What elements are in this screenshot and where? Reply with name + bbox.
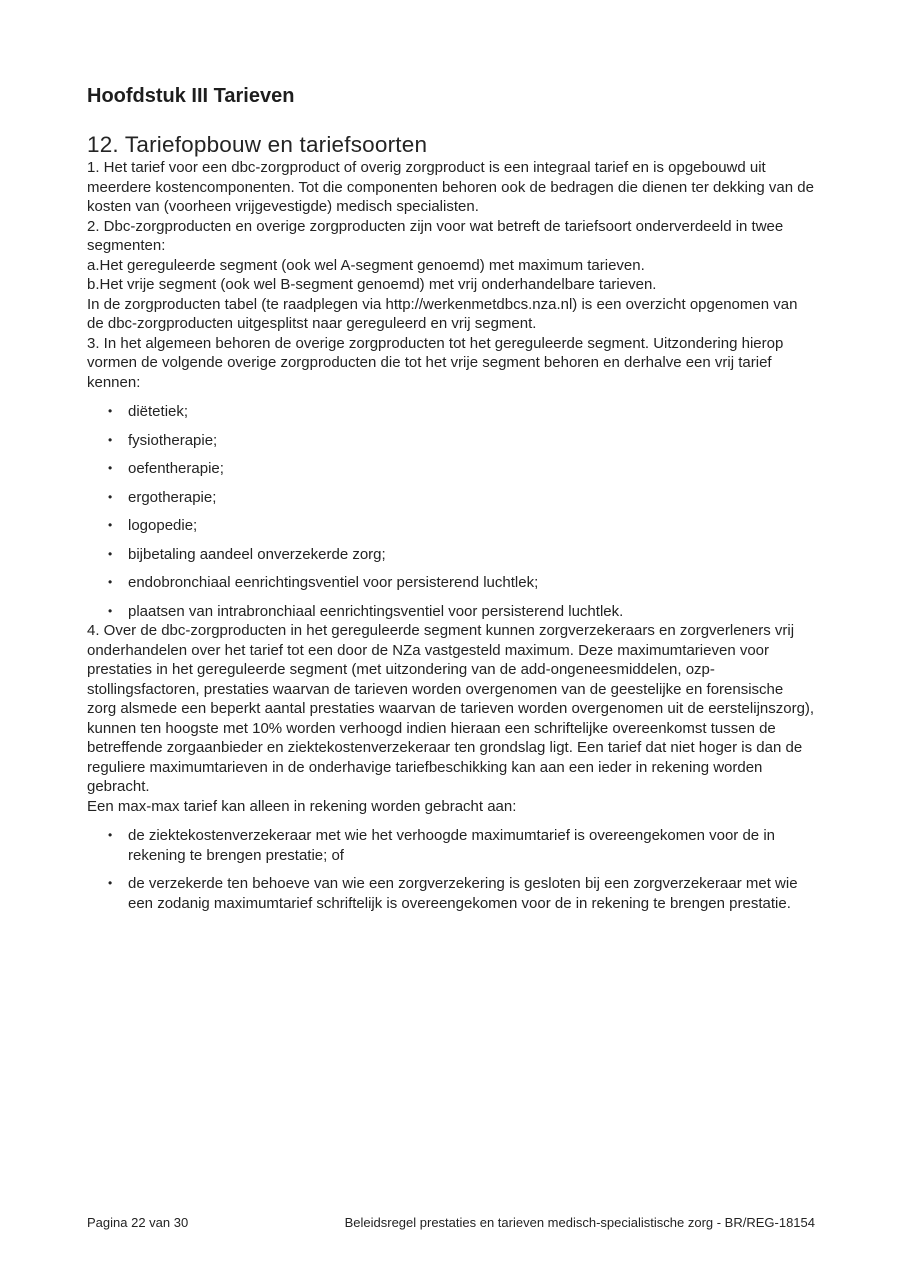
footer-page-number: Pagina 22 van 30	[87, 1215, 189, 1231]
list-item-text: diëtetiek;	[128, 403, 189, 420]
list-item-text: de verzekerde ten behoeve van wie een zorgverzekering is gesloten bij een zorgverzekeraar met wie een zodanig maximumtarief schriftelijk is overeengekomen voor de in rekening te brengen prestatie.	[128, 875, 798, 912]
list-item	[87, 545, 815, 565]
paragraph-3: 3. In het algemeen behoren de overige zorgproducten tot het gereguleerde segment. Uitzondering hierop vormen de volgende overige zorgproducten die tot het vrije segment behoren en derhalve een vrij tarief kennen:	[87, 334, 784, 391]
paragraph-5: Een max-max tarief kan alleen in rekening worden gebracht aan:	[87, 797, 517, 815]
bullet-icon: •	[108, 603, 113, 618]
list-item-a: a.Het gereguleerde segment (ook wel A-segment genoemd) met maximum tarieven.	[87, 256, 645, 274]
bullet-icon: •	[108, 404, 113, 418]
paragraph-4: 4. Over de dbc-zorgproducten in het gereguleerde segment kunnen zorgverzekeraars en zorgverleners vrij onderhandelen over het tarief tot een door de NZa vastgesteld maximum. Deze maximumtarieven voor prestaties in het gereguleerde segment (met uitzondering van de add-ongeneesmiddelen, ozp-stollingsfactoren, prestaties waarvan de tarieven worden overgenomen van de geestelijke en forensische zorg alsmede een beperkt aantal prestaties waarvan de tarieven worden overgenomen uit de eerstelijnszorg), kunnen ten hoogste met 10% worden verhoogd indien hieraan een schriftelijke overeenkomst tussen de betreffende zorgaanbieder en ziektekostenverzekeraar ten grondslag ligt. Een tarief dat niet hoger is dan de reguliere maximumtarieven in de onderhavige tariefbeschikking kan aan een ieder in rekening worden gebracht.	[87, 622, 815, 795]
bullet-icon: •	[108, 828, 113, 842]
list-item-text: de ziektekostenverzekeraar met wie het verhoogde maximumtarief is overeengekomen voor de in rekening te brengen prestatie; of	[128, 827, 775, 864]
list-item-text: logopedie;	[128, 517, 198, 534]
list-item	[87, 826, 815, 865]
paragraph-2-note: In de zorgproducten tabel (te raadplegen via http://werkenmetdbcs.nza.nl) is een overzicht opgenomen van de dbc-zorgproducten uitgesplitst naar gereguleerd en vrij segment.	[87, 295, 798, 332]
list-item-text: plaatsen van intrabronchiaal eenrichtingsventiel voor persisterend luchtlek.	[128, 602, 624, 620]
bullet-list-free-segment	[87, 402, 815, 621]
page-footer	[87, 1215, 815, 1231]
list-item	[87, 602, 815, 622]
list-item	[87, 431, 815, 451]
list-item	[87, 402, 815, 422]
paragraph-2: 2. Dbc-zorgproducten en overige zorgproducten zijn voor wat betreft de tariefsoort onderverdeeld in twee segmenten:	[87, 217, 784, 254]
list-item-text: fysiotherapie;	[128, 431, 218, 449]
list-item	[87, 488, 815, 508]
bullet-icon: •	[108, 461, 113, 475]
list-item	[87, 573, 815, 593]
paragraph-1: 1. Het tarief voor een dbc-zorgproduct of overig zorgproduct is een integraal tarief en is opgebouwd uit meerdere kostencomponenten. Tot die componenten behoren ook de bedragen die dienen ter dekking van de kosten van (voorheen vrijgevestigde) medisch specialisten.	[87, 159, 814, 215]
bullet-icon: •	[108, 518, 113, 532]
bullet-list-max-max	[87, 826, 815, 913]
bullet-icon: •	[108, 546, 113, 561]
list-item-b: b.Het vrije segment (ook wel B-segment genoemd) met vrij onderhandelbare tarieven.	[87, 276, 657, 293]
list-item	[87, 516, 815, 536]
list-item-text: bijbetaling aandeel onverzekerde zorg;	[128, 545, 386, 563]
list-item-text: endobronchiaal eenrichtingsventiel voor persisterend luchtlek;	[128, 574, 539, 591]
chapter-heading: Hoofdstuk III Tarieven	[87, 85, 295, 107]
bullet-icon: •	[108, 432, 113, 447]
bullet-icon: •	[108, 489, 113, 504]
list-item-text: ergotherapie;	[128, 488, 217, 506]
footer-document-title: Beleidsregel prestaties en tarieven medisch-specialistische zorg - BR/REG-18154	[344, 1215, 815, 1231]
list-item-text: oefentherapie;	[128, 460, 224, 477]
bullet-icon: •	[108, 876, 113, 890]
list-item	[87, 874, 815, 913]
list-item	[87, 459, 815, 479]
section-heading: 12. Tariefopbouw en tariefsoorten	[87, 132, 428, 157]
page-content	[87, 84, 815, 913]
bullet-icon: •	[108, 575, 113, 589]
